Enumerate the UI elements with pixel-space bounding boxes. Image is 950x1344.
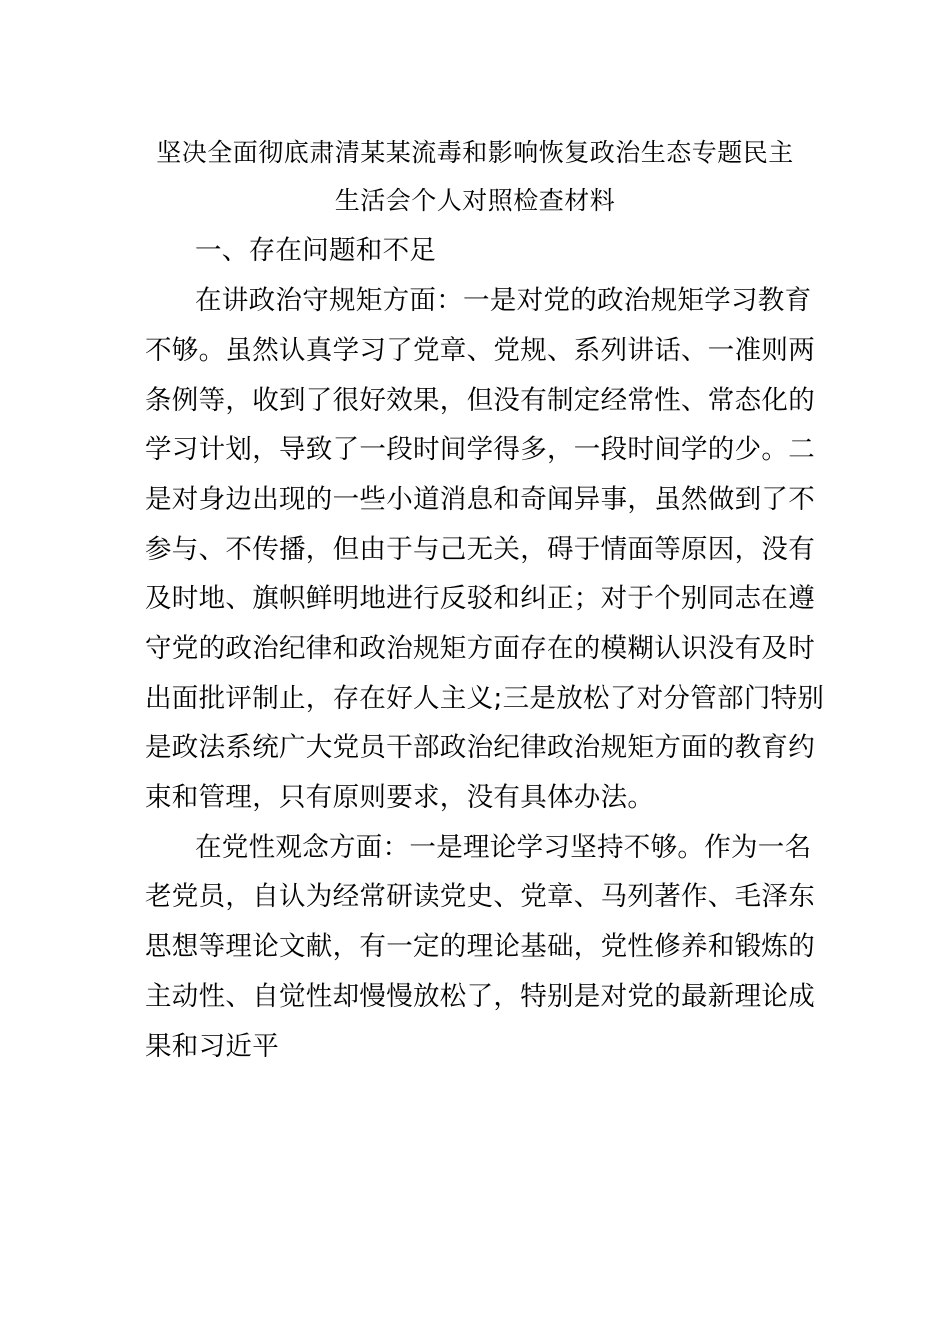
paragraph-2-line-1: 在党性观念方面：一是理论学习坚持不够。作为一名 [195,832,812,863]
paragraph-1-line-6: 参与、不传播，但由于与己无关，碍于情面等原因，没有 [145,534,815,565]
paragraph-1-line-10: 是政法系统广大党员干部政治纪律政治规矩方面的教育约 [145,732,815,763]
paragraph-1-line-11: 束和管理，只有原则要求，没有具体办法。 [145,782,655,813]
paragraph-1-line-9: 出面批评制止，存在好人主义;三是放松了对分管部门特别 [145,683,825,714]
paragraph-2-line-4: 主动性、自觉性却慢慢放松了，特别是对党的最新理论成 [145,981,815,1012]
document-title-line-2: 生活会个人对照检查材料 [334,186,616,215]
paragraph-1-line-5: 是对身边出现的一些小道消息和奇闻异事，虽然做到了不 [145,484,815,515]
paragraph-2-line-2: 老党员，自认为经常研读党史、党章、马列著作、毛泽东 [145,881,815,912]
paragraph-1-line-3: 条例等，收到了很好效果，但没有制定经常性、常态化的 [145,385,815,416]
paragraph-1-line-7: 及时地、旗帜鲜明地进行反驳和纠正；对于个别同志在遵 [145,583,815,614]
paragraph-1-line-8: 守党的政治纪律和政治规矩方面存在的模糊认识没有及时 [145,633,815,664]
paragraph-2-line-5: 果和习近平 [145,1031,279,1062]
paragraph-1-line-4: 学习计划，导致了一段时间学得多，一段时间学的少。二 [145,434,815,465]
paragraph-2-line-3: 思想等理论文献，有一定的理论基础，党性修养和锻炼的 [145,931,815,962]
section-heading: 一、存在问题和不足 [195,235,437,266]
paragraph-1-line-2: 不够。虽然认真学习了党章、党规、系列讲话、一准则两 [145,335,815,366]
document-title-line-1: 坚决全面彻底肃清某某流毒和影响恢复政治生态专题民主 [156,138,794,167]
paragraph-1-line-1: 在讲政治守规矩方面：一是对党的政治规矩学习教育 [195,285,812,316]
